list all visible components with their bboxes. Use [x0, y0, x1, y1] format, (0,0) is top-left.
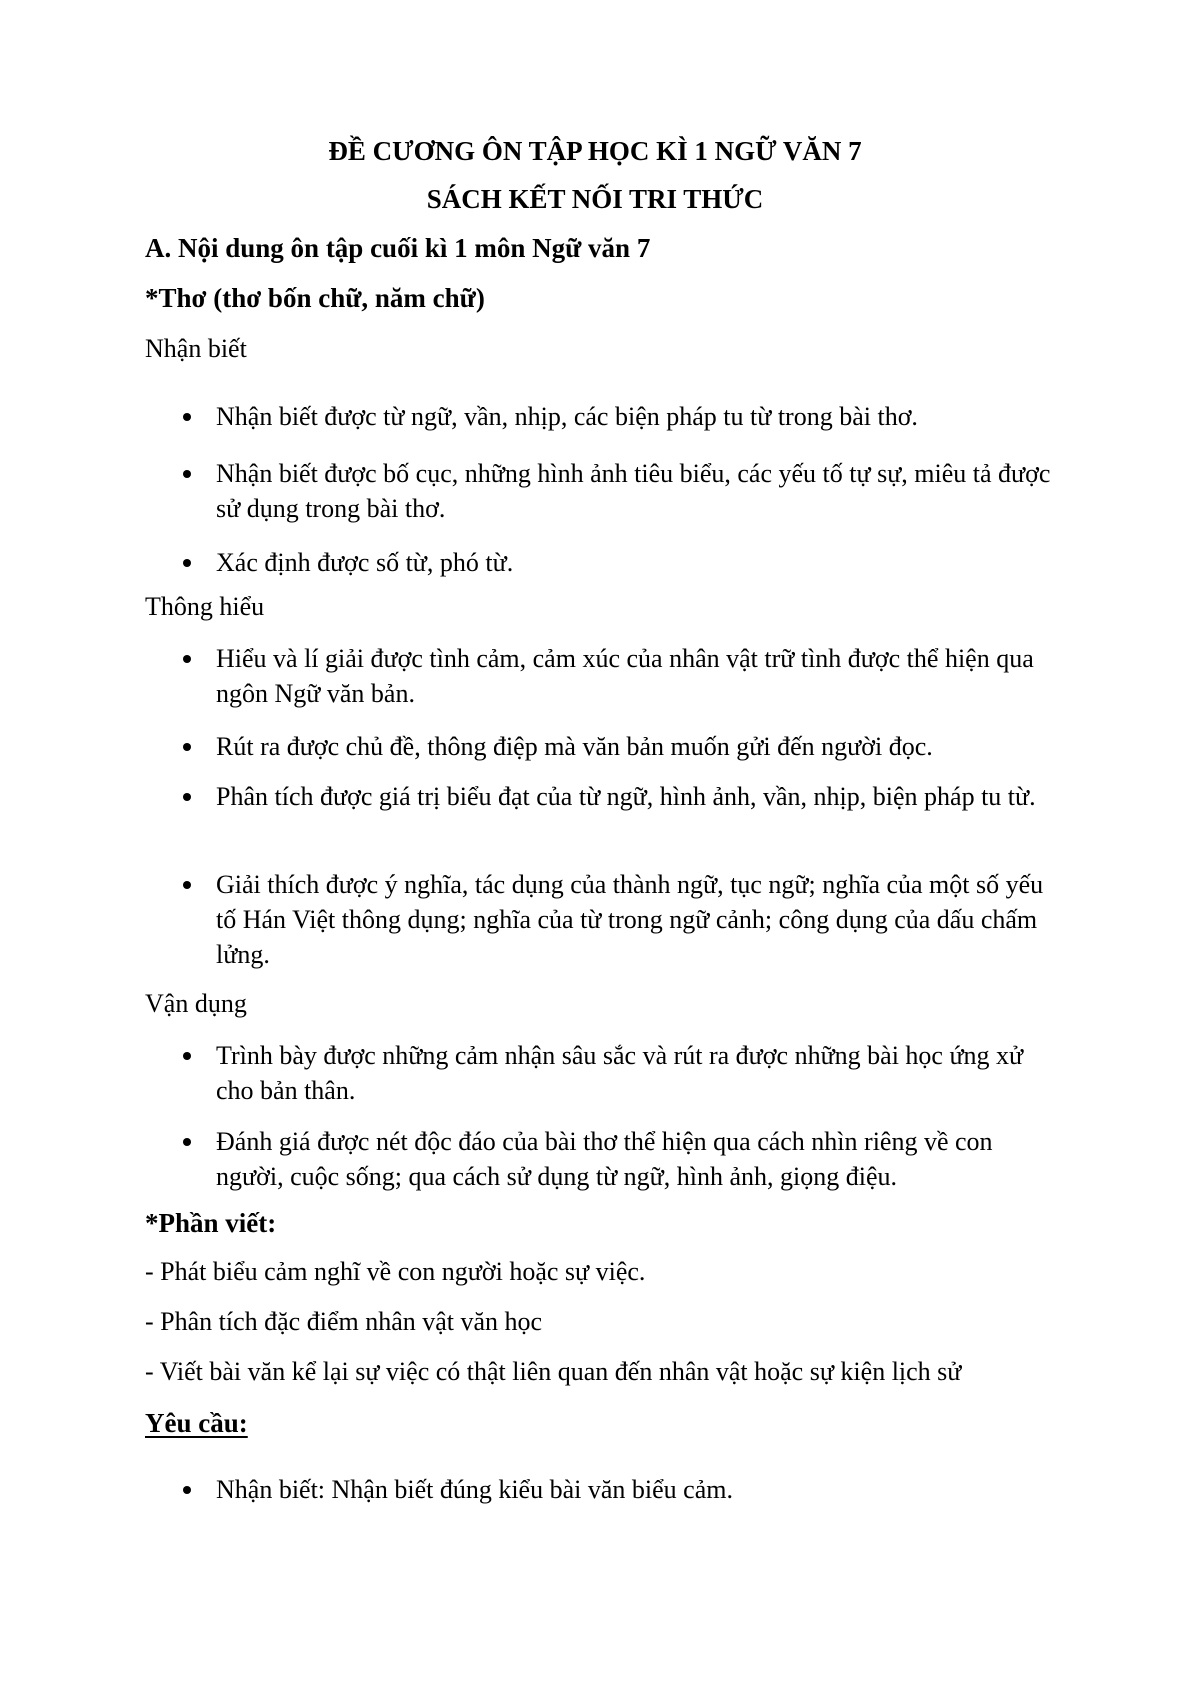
requirements-item-text: Nhận biết: Nhận biết đúng kiểu bài văn biểu cảm. [216, 1475, 733, 1504]
bullet-dot-icon [183, 559, 191, 567]
recognize-item-text: Xác định được số từ, phó từ. [216, 548, 514, 577]
bullet-dot-icon [183, 1486, 191, 1494]
understand-label: Thông hiểu [145, 592, 265, 621]
bullet-dot-icon [183, 413, 191, 421]
apply-item-text: Trình bày được những cảm nhận sâu sắc và rút ra được những bài học ứng xử cho bản thân. [216, 1041, 1024, 1105]
bullet-dot-icon [183, 470, 191, 478]
poetry-heading: *Thơ (thơ bốn chữ, năm chữ) [145, 283, 485, 313]
requirements-heading: Yêu cầu: [145, 1408, 248, 1438]
bullet-dot-icon [183, 743, 191, 751]
bullet-dot-icon [183, 1052, 191, 1060]
writing-line: - Phân tích đặc điểm nhân vật văn học [145, 1307, 543, 1336]
recognize-item-text: Nhận biết được từ ngữ, vần, nhịp, các biện pháp tu từ trong bài thơ. [216, 402, 918, 431]
writing-line: - Phát biểu cảm nghĩ về con người hoặc sự việc. [145, 1257, 646, 1286]
section-a-heading: A. Nội dung ôn tập cuối kì 1 môn Ngữ văn 7 [145, 233, 651, 263]
bullet-dot-icon [183, 881, 191, 889]
recognize-label: Nhận biết [145, 334, 247, 363]
apply-label: Vận dụng [145, 989, 247, 1018]
bullet-dot-icon [183, 1138, 191, 1146]
understand-item-text: Phân tích được giá trị biểu đạt của từ ngữ, hình ảnh, vần, nhịp, biện pháp tu từ. [216, 782, 1036, 811]
recognize-item-text: Nhận biết được bố cục, những hình ảnh tiêu biểu, các yếu tố tự sự, miêu tả được sử dụng trong bài thơ. [216, 459, 1051, 523]
writing-line: - Viết bài văn kể lại sự việc có thật liên quan đến nhân vật hoặc sự kiện lịch sử [145, 1357, 962, 1386]
document-title-line1: ĐỀ CƯƠNG ÔN TẬP HỌC KÌ 1 NGỮ VĂN 7 [328, 136, 862, 166]
understand-item-text: Rút ra được chủ đề, thông điệp mà văn bản muốn gửi đến người đọc. [216, 732, 933, 761]
understand-item-text: Giải thích được ý nghĩa, tác dụng của thành ngữ, tục ngữ; nghĩa của một số yếu tố Hán Việt thông dụng; nghĩa của từ trong ngữ cảnh; công dụng của dấu chấm lửng. [216, 870, 1044, 969]
understand-item-text: Hiểu và lí giải được tình cảm, cảm xúc của nhân vật trữ tình được thể hiện qua ngôn Ngữ văn bản. [216, 644, 1034, 708]
apply-item-text: Đánh giá được nét độc đáo của bài thơ thể hiện qua cách nhìn riêng về con người, cuộc sống; qua cách sử dụng từ ngữ, hình ảnh, giọng điệu. [216, 1127, 993, 1191]
document-title-line2: SÁCH KẾT NỐI TRI THỨC [426, 184, 764, 214]
writing-heading: *Phần viết: [145, 1208, 277, 1238]
bullet-dot-icon [183, 793, 191, 801]
bullet-dot-icon [183, 655, 191, 663]
